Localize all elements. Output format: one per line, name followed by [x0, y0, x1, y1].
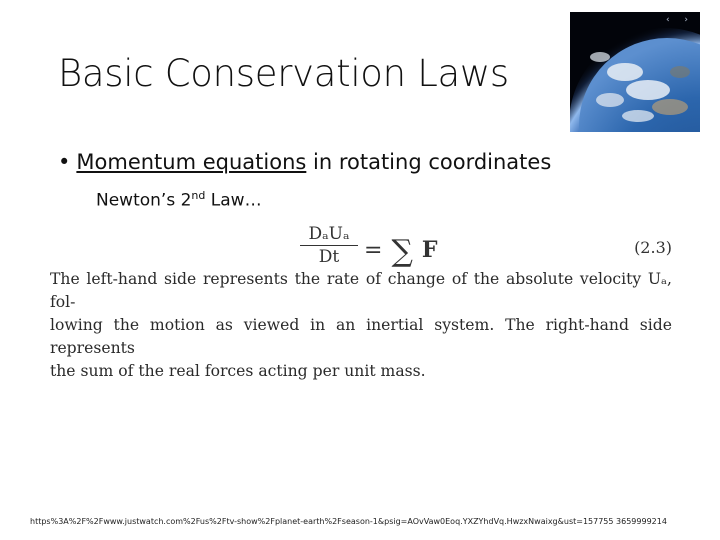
excerpt-line-2: lowing the motion as viewed in an inertial system. The right-hand side represents: [50, 316, 672, 357]
equation-denominator: Dt: [318, 247, 340, 267]
equation-equals: =: [364, 238, 383, 263]
sum-icon: ∑: [391, 234, 413, 269]
equation-fraction: [300, 224, 358, 267]
bullet-dot-icon: •: [58, 150, 71, 174]
bullet-text: in rotating coordinates: [306, 150, 552, 174]
image-nav-arrows[interactable]: ‹ ›: [665, 15, 694, 25]
sub-bullet-superscript: nd: [191, 189, 206, 202]
sub-bullet-suffix: Law…: [205, 190, 262, 211]
momentum-equations-link[interactable]: Momentum equations: [76, 150, 307, 174]
earth-icon: [570, 12, 700, 132]
equation-force: F: [421, 237, 438, 263]
equation-numerator: DₐUₐ: [300, 224, 358, 246]
source-url[interactable]: https%3A%2F%2Fwww.justwatch.com%2Fus%2Ftv-show%2Fplanet-earth%2Fseason-1&psig=AOvVaw0Eoq.YXZYhdVq.HwzxNwaixg&ust=157755 3659999214: [30, 517, 667, 526]
earth-image: [570, 12, 700, 132]
slide-title: Basic Conservation Laws: [58, 52, 509, 95]
sub-bullet: [96, 189, 262, 211]
excerpt-line-3: the sum of the real forces acting per unit mass.: [50, 362, 426, 380]
textbook-excerpt: [50, 268, 672, 383]
bullet-item: [58, 150, 551, 174]
equation-number: (2.3): [634, 238, 672, 257]
equation-image: [300, 224, 672, 274]
excerpt-line-1: The left-hand side represents the rate of change of the absolute velocity Uₐ, fol-: [50, 270, 672, 311]
equation-rhs: [364, 234, 437, 269]
sub-bullet-text: Newton’s 2: [96, 190, 192, 211]
